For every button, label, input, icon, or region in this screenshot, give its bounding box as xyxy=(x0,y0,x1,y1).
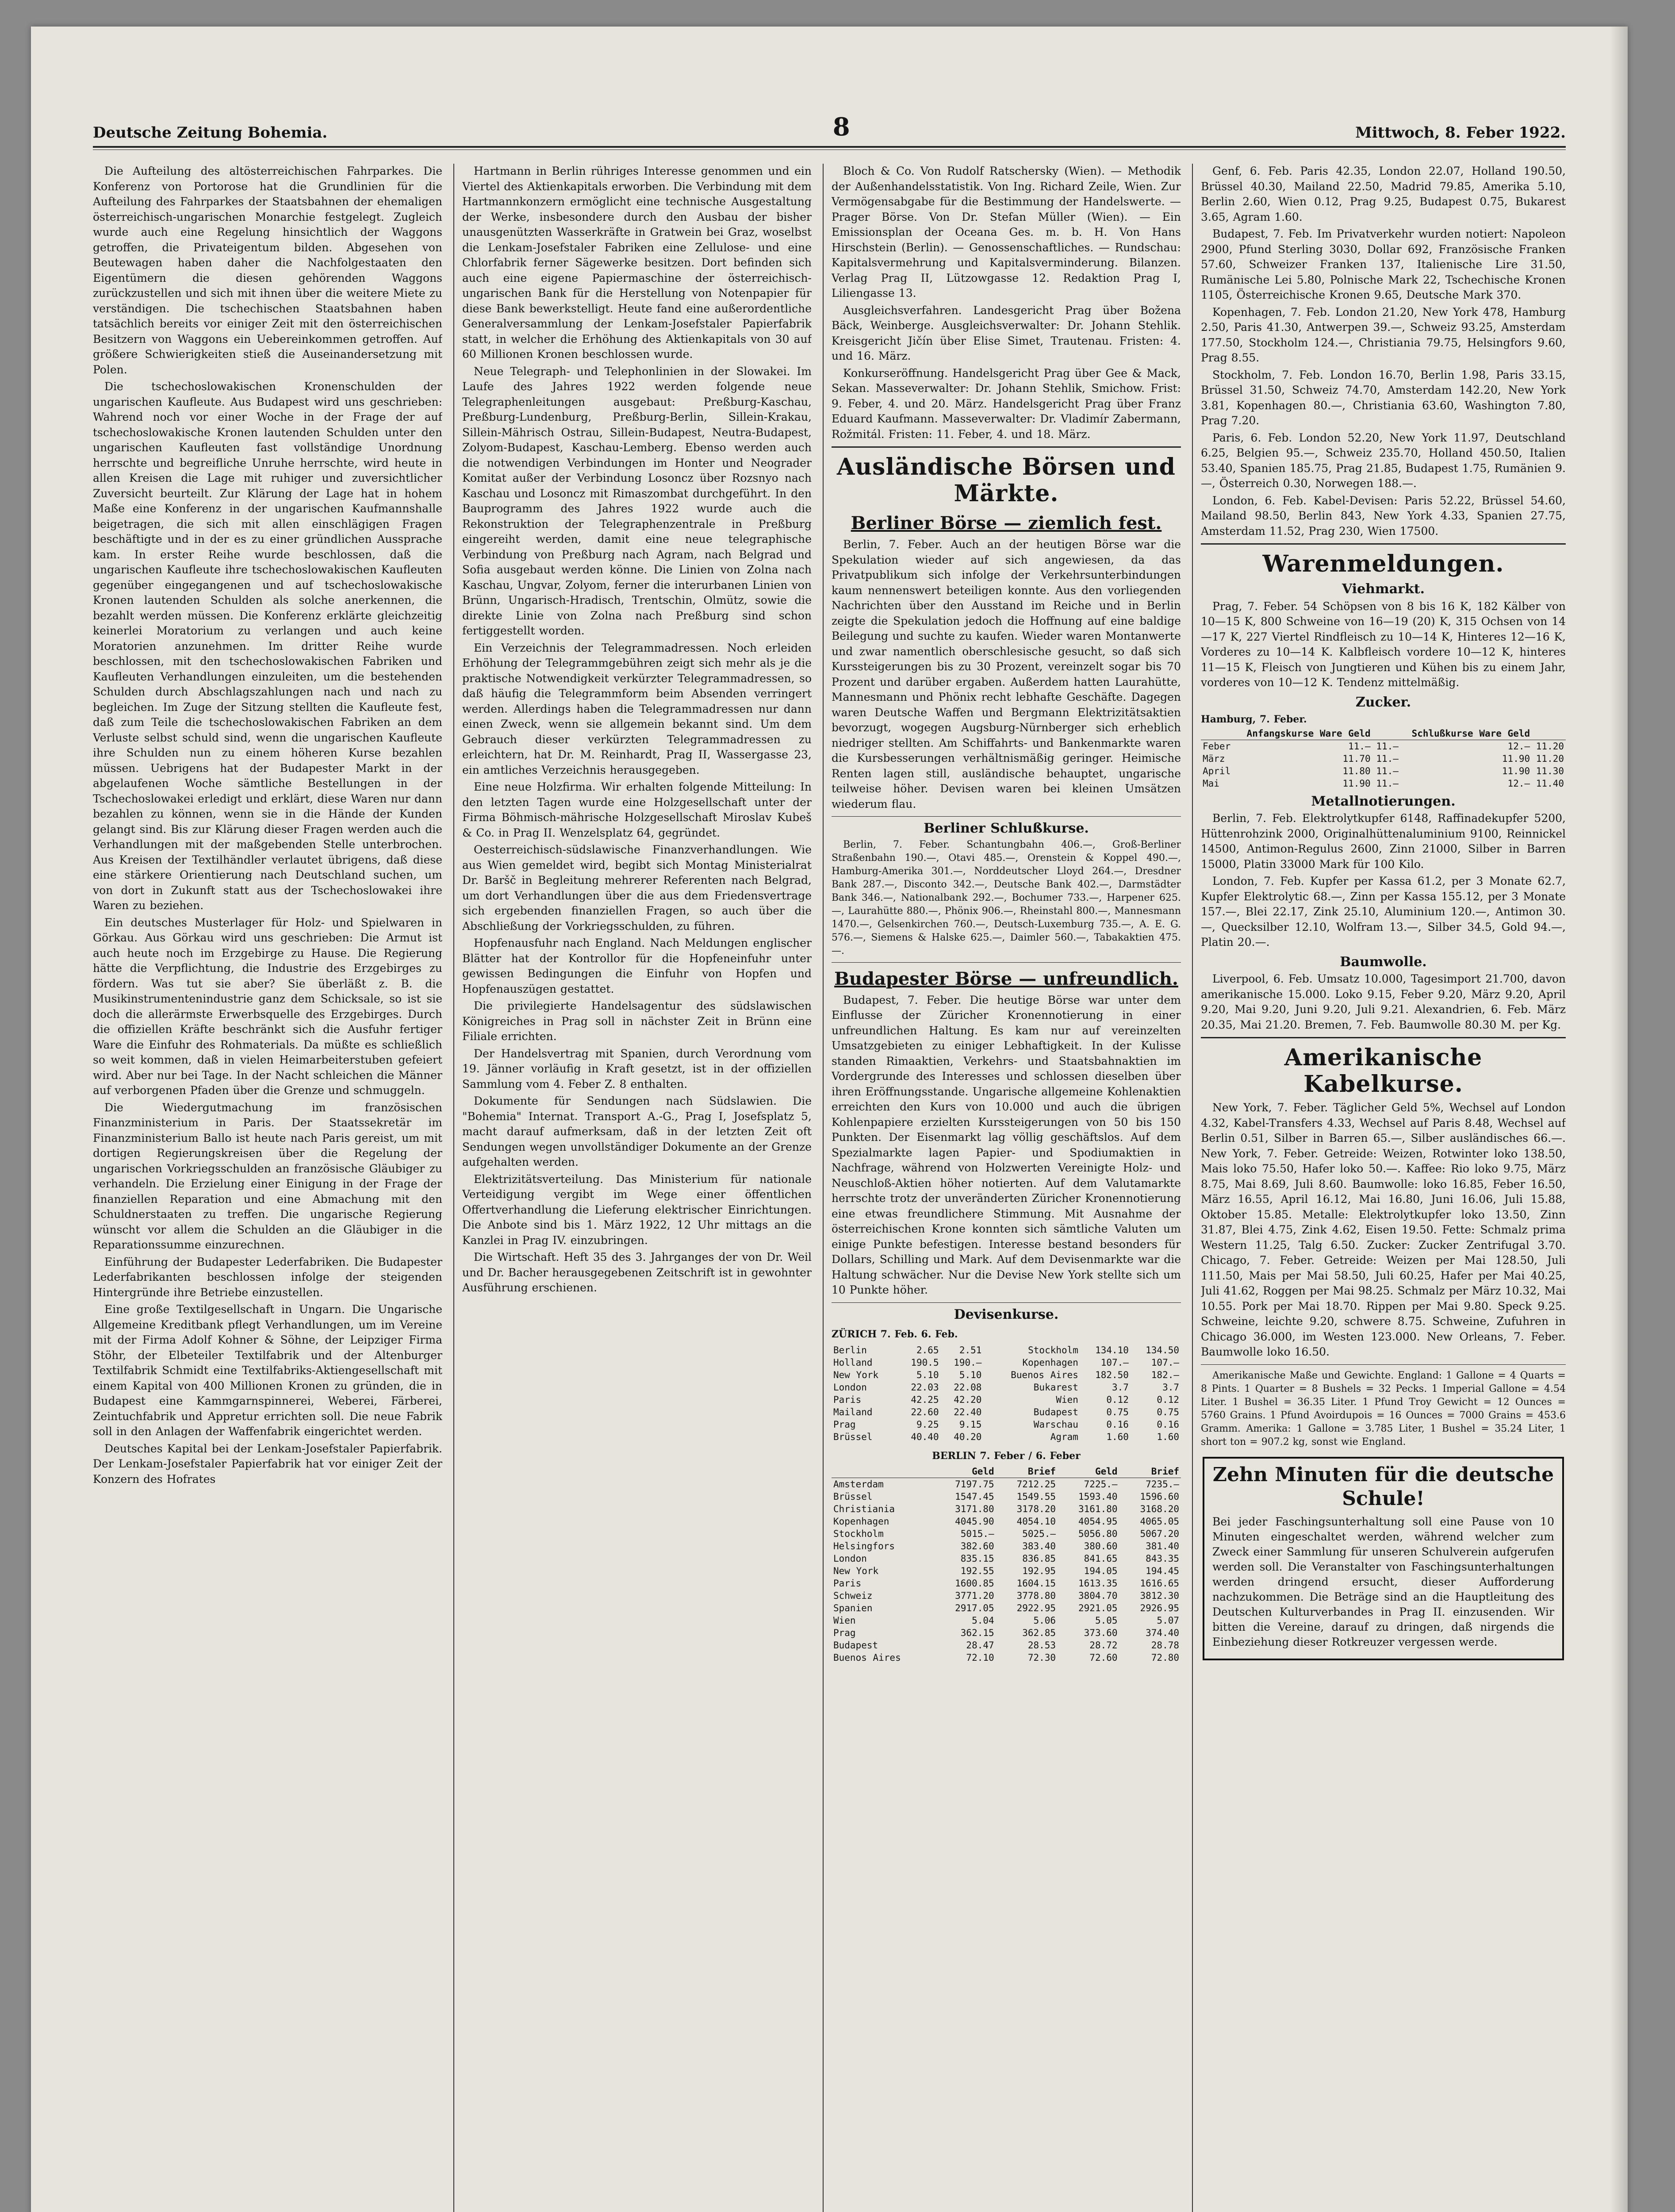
newspaper-page xyxy=(31,27,1628,2212)
table-cell: 835.15 xyxy=(960,1553,994,1564)
zucker-caption: Hamburg, 7. Feber. xyxy=(1201,714,1307,725)
school-appeal-box xyxy=(1203,1457,1564,1660)
table-cell: 11.— xyxy=(1376,753,1399,764)
article-paragraph: Stockholm, 7. Feb. London 16.70, Berlin 1.98, Paris 33.15, Brüssel 31.50, Schweiz 74.70, Amsterdam 142.20, New York 3.81, Kopenhagen 80.—, Christiania 63.60, Washington 7.80, Prag 7.20. xyxy=(1201,368,1566,427)
table-cell: Mai xyxy=(1203,778,1219,789)
table-row xyxy=(832,1614,1181,1627)
table-cell: 4054.10 xyxy=(1016,1516,1056,1527)
table-cell: 42.25 xyxy=(911,1394,939,1405)
section-rule xyxy=(832,816,1181,817)
table-cell: Prag xyxy=(833,1628,856,1638)
section-title-kabelkurse: Amerikanische Kabelkurse. xyxy=(1284,1044,1483,1098)
table-row xyxy=(832,1381,1181,1394)
zurich-table-caption: ZÜRICH 7. Feb. 6. Feb. xyxy=(832,1329,958,1340)
table-cell: 134.10 xyxy=(1095,1344,1129,1356)
section-rule xyxy=(1201,543,1566,545)
table-cell: 4045.90 xyxy=(955,1516,994,1527)
table-cell: 836.85 xyxy=(1022,1553,1056,1564)
masthead-paper-name: Deutsche Zeitung Bohemia. xyxy=(93,124,328,142)
article-paragraph: Hartmann in Berlin rühriges Interesse genommen und ein Viertel des Aktienkapitals erworben. Die Verbindung mit dem Hartmannkonzern ermöglicht eine technische Ausgestaltung der Werke, insbesondere durch den Ausbau der bisher unausgenützten Wasserkräfte in Gratwein bei Graz, woselbst die Lenkam-Josefstaler Fabriken eine Zellulose- und eine Chlorfabrik ferner Sägewerke besitzen. Dort befinden sich auch eine eigene Papiermaschine der österreichisch-ungarischen Bank für die Herstellung von Notenpapier für diese Bank bewerkstelligt. Heute fand eine außerordentliche Generalversammlung der Lenkam-Josefstaler Papierfabrik statt, in welcher die Erhöhung des Aktienkapitals von 30 auf 60 Millionen Kronen beschlossen wurde. xyxy=(462,165,812,361)
zucker-title: Zucker. xyxy=(1355,694,1411,710)
column-divider xyxy=(453,164,454,2212)
article-paragraph: Oesterreichisch-südslawische Finanzverhandlungen. Wie aus Wien gemeldet wird, begibt sich Montag Ministerialrat Dr. Baršč in Begleitung mehrerer Referenten nach Belgrad, um dort Verhandlungen über die aus dem Friedensvertrage sich ergebenden finanziellen Fragen, so auch über die Abschließung der Vorkriegsschulden, zu führen. xyxy=(462,843,812,933)
school-appeal-title: Zehn Minuten für die deutsche Schule! xyxy=(1212,1463,1554,1510)
table-row xyxy=(832,1565,1181,1577)
table-cell: London xyxy=(833,1382,867,1393)
table-row xyxy=(832,1356,1181,1369)
table-row xyxy=(832,1394,1181,1406)
berlin-table-caption: BERLIN 7. Feber / 6. Feber xyxy=(932,1450,1081,1462)
table-cell: Buenos Aires xyxy=(1011,1369,1078,1380)
article-paragraph: London, 6. Feb. Kabel-Devisen: Paris 52.22, Brüssel 54.60, Mailand 98.50, Berlin 843, New York 4.33, Spanien 27.75, Amsterdam 11.52, Prag 230, Wien 17500. xyxy=(1201,494,1566,538)
table-cell: 190.— xyxy=(954,1357,982,1368)
table-cell: 182.— xyxy=(1151,1369,1179,1380)
table-cell: Stockholm xyxy=(833,1528,884,1539)
article-paragraph: Dokumente für Sendungen nach Südslawien. Die "Bohemia" Internat. Transport A.-G., Prag I, Josefsplatz 5, macht darauf aufmerksam, daß in der letzten Zeit oft Sendungen wegen unvollständiger Dokumente an der Grenze aufgehalten werden. xyxy=(462,1094,812,1168)
table-cell: April xyxy=(1203,765,1231,776)
table-cell: 5056.80 xyxy=(1078,1528,1118,1539)
section-rule xyxy=(1201,1037,1566,1038)
table-cell: 72.80 xyxy=(1151,1652,1179,1663)
table-header-cell: Schlußkurse Ware Geld xyxy=(1400,727,1532,740)
article-paragraph: Einführung der Budapester Lederfabriken. Die Budapester Lederfabrikanten beschlossen infolge der steigenden Hintergründe ihre Betriebe einzustellen. xyxy=(93,1255,442,1299)
table-cell: 40.20 xyxy=(954,1431,982,1442)
table-header-cell xyxy=(1532,727,1566,740)
table-cell: 190.5 xyxy=(911,1357,939,1368)
masthead xyxy=(93,112,1566,142)
article-paragraph: Eine große Textilgesellschaft in Ungarn. Die Ungarische Allgemeine Kreditbank pflegt Verhandlungen, um im Vereine mit der Firma Adolf Kohner & Söhne, der Leipziger Firma Stöhr, der Elbeteiler Textilfabrik und der Altenburger Textilfabrik Schmidt eine Textilfabriks-Aktiengesellschaft mit einem Kapital von 400 Millionen Kronen zu gründen, die in Budapest eine Kammgarnspinnerei, Weberei, Färberei, Zeintuchfabrik und Appretur errichten soll. Die neue Fabrik soll in den Anlagen der Waffenfabrik eingerichtet werden. xyxy=(93,1303,442,1438)
table-cell: 5025.— xyxy=(1022,1528,1056,1539)
table-cell: 3168.20 xyxy=(1140,1504,1179,1514)
column-3 xyxy=(832,164,1181,2212)
article-paragraph: Neue Telegraph- und Telephonlinien in der Slowakei. Im Laufe des Jahres 1922 werden folgende neue Telegraphenleitungen ausgebaut: Preßburg-Kaschau, Preßburg-Lundenburg, Preßburg-Berlin, Sillein-Krakau, Sillein-Mährisch Ostrau, Sillein-Budapest, Neutra-Budapest, Zolyom-Budapest, Kaschau-Lemberg. Ebenso werden auch die notwendigen Verbindungen im Honter und Neograder Komitat außer der Verbindung Losoncz über Rozsnyo nach Kaschau und Losoncz mit Rimaszombat durchgeführt. In den Bauprogramm des Jahres 1922 wurde auch die Rekonstruktion der Telegraphenzentrale in Preßburg eingereiht werden, damit eine neue telegraphische Verbindung von Preßburg nach Agram, nach Belgrad und Sofia ausgebaut werden könne. Die Linien von Zolna nach Kaschau, Ungvar, Zolyom, ferner die interurbanen Linien von Brünn, Ungarisch-Hradisch, Trentschin, Olmütz, sowie die direkte Linie von Zolna nach Preßburg sind schon fertiggestellt worden. xyxy=(462,365,812,637)
table-cell: 1604.15 xyxy=(1016,1578,1056,1589)
table-cell: 107.— xyxy=(1100,1357,1129,1368)
table-row xyxy=(832,1540,1181,1552)
table-cell: 2921.05 xyxy=(1078,1603,1118,1613)
article-paragraph: Elektrizitätsverteilung. Das Ministerium für nationale Verteidigung vergibt im Wege einer öffentlichen Offertverhandlung die Lieferung elektrischer Einrichtungen. Die Anbote sind bis 1. März 1922, 12 Uhr mittags an die Kanzlei in Prag IV. einzubringen. xyxy=(462,1172,812,1247)
table-header-cell: Brief xyxy=(996,1465,1058,1478)
article-paragraph: Die tschechoslowakischen Kronenschulden der ungarischen Kaufleute. Aus Budapest wird uns geschrieben: Wahrend noch vor einer Woche in der Frage der auf tschechoslowakische Kronen lautenden Schulden unter den ungarischen Kaufleuten fast vollständige Unordnung herrschte und begreifliche Unruhe herrschte, wird heute in allen Kreisen die Lage mit ruhiger und zuversichtlicher Zuversicht beurteilt. Zur Klärung der Lage hat in hohem Maße eine Konferenz in der ungarischen Kaufmannshalle beigetragen, die sich mit allen einschlägigen Fragen beschäftigte und in der es zu einer gründlichen Aussprache kam. In erster Reihe wurde beschlossen, daß die ungarischen Kaufleute ihre tschechoslowakischen Kaufleuten gegenüber eingegangenen und auf tschechoslowakische Kronen lautenden Schulden als solche anerkennen, die bezahlt werden müssen. Die Konferenz erklärte gleichzeitig keinerlei Moratorium zu verlangen und auch keine Moratorien anzunehmen. Im dritter Reihe wurde beschlossen, mit den tschechoslowakischen Fabriken und Kaufleuten Verhandlungen einzuleiten, um die bestehenden Schulden durch Abschlagszahlungen nach und nach zu begleichen. Im Zuge der Sitzung stellten die Kaufleute fest, daß zum Teile die tschechoslowakischen Fabriken an dem Verluste selbst schuld sind, wenn die ungarischen Kaufleute ihre Schulden nun zu einem höheren Kurse bezahlen müssen. Uebrigens hat der Budapester Markt in der abgelaufenen Woche sämtliche Bestellungen in der Tschechoslowakei erledigt und erklärt, diese Waren nur dann bezahlen zu können, wenn sie in die Hände der Kunden gelangt sind. Bis zur Klärung dieser Fragen werden auch die Verhandlungen mit der maßgebenden Stelle unterbrochen. Aus Kreisen der Textilhändler verlautet übrigens, daß diese eine stärkere Orientierung nach Deutschland suchen, um von dort in Zukunft statt aus der Tschechoslowakei ihre Waren zu beziehen. xyxy=(93,380,442,912)
table-cell: 0.16 xyxy=(1157,1419,1179,1430)
table-cell: 11.— xyxy=(1376,765,1399,776)
table-cell: 383.40 xyxy=(1022,1541,1056,1551)
table-cell: 3812.30 xyxy=(1140,1590,1179,1601)
table-cell: Amsterdam xyxy=(833,1479,884,1490)
table-row xyxy=(832,1369,1181,1381)
article-paragraph: Berlin, 7. Feber. Auch an der heutigen Börse war die Spekulation wieder auf sich angewiesen, da das Privatpublikum sich infolge der Verkehrsunterbindungen kaum nennenswert beteiligen konnte. Aus den vorliegenden Nachrichten über den Ausstand im Reiche und in Berlin zeigte die Spekulation jedoch die Hoffnung auf eine baldige Beilegung und suchte zu kaufen. Wieder waren Montanwerte und zwar namentlich oberschlesische gesucht, so daß sich Kurssteigerungen bis zu 30 Prozent, vereinzelt sogar bis 70 Prozent und darüber ergaben. Außerdem hatten Laurahütte, Mannesmann und Phönix recht lebhafte Geschäfte. Dagegen waren Deutsche Waffen und Bergmann Elektrizitätsaktien bevorzugt, wogegen Augsburg-Nürnberger sich erheblich niedriger stellten. Am Schiffahrts- und Bankenmarkte waren die Kursbesserungen verhältnismäßig geringer. Heimische Renten lagen still, ausländische behauptet, ungarische teilweise höher. Devisen waren bei kleinen Umsätzen wiederum flau. xyxy=(832,538,1181,810)
section-title-foreign-markets: Ausländische Börsen und Märkte. xyxy=(837,453,1176,507)
table-row xyxy=(832,1602,1181,1614)
article-paragraph: Genf, 6. Feb. Paris 42.35, London 22.07, Holland 190.50, Brüssel 40.30, Mailand 22.50, Madrid 79.85, Amerika 5.10, Berlin 2.60, Wien 0.12, Prag 9.25, Budapest 0.75, Bukarest 3.65, Agram 1.60. xyxy=(1201,165,1566,223)
table-cell: 5.10 xyxy=(916,1369,939,1380)
table-row xyxy=(832,1552,1181,1565)
table-cell: 11.— xyxy=(1348,741,1371,752)
table-cell: Brüssel xyxy=(833,1431,873,1442)
table-cell: 3161.80 xyxy=(1078,1504,1118,1514)
article-paragraph: New York, 7. Feber. Täglicher Geld 5%, Wechsel auf London 4.32, Kabel-Transfers 4.33, Wechsel auf Paris 8.48, Wechsel auf Berlin 0.51, Silber in Barren 65.—, Silber ausländisches 66.—. New York, 7. Feber. Getreide: Weizen, Rotwinter loko 138.50, Mais loko 75.50, Hafer loko 50.—. Kaffee: Rio loko 9.75, März 8.75, Mai 8.69, Juli 8.60. Baumwolle: loko 16.85, Feber 16.50, März 16.55, April 16.12, Mai 16.80, Juni 16.06, Juli 15.88, Oktober 15.85. Metalle: Elektrolytkupfer loko 13.50, Zinn 31.87, Blei 4.75, Zink 4.62, Eisen 19.50. Fette: Schmalz prima Western 11.25, Talg 6.50. Zucker: Zucker Zentrifugal 3.70. Chicago, 7. Feber. Getreide: Weizen per Mai 128.50, Juli 111.50, Mais per Mai 58.50, Juli 60.25, Hafer per Mai 40.25, Juli 41.62, Roggen per Mai 98.25. Schmalz per März 10.32, Mai 10.55. Pork per Mai 18.70. Rippen per Mai 9.80. Speck 9.25. Schweine, leichte 9.20, schwere 8.75. Schweine, Zufuhren in Chicago 36.000, im Westen 123.000. New Orleans, 7. Feber. Baumwolle loko 16.50. xyxy=(1201,1101,1566,1358)
article-paragraph: Bloch & Co. Von Rudolf Ratschersky (Wien). — Methodik der Außenhandelsstatistik. Von Ing. Richard Zeile, Wien. Zur Vermögensabgabe für die Bestimmung der Handelswerte. — Prager Börse. Von Dr. Stefan Müller (Wien). — Ein Emissionsplan der Oceana Ges. m. b. H. Von Hans Hirschstein (Berlin). — Genossenschaftliches. — Rundschau: Kapitalsvermehrung und Kapitalsverminderung. Bilanzen. Verlag Prag II, Lützowgasse 12. Redaktion Prag I, Liliengasse 13. xyxy=(832,165,1181,300)
berlin-boerse-title: Berliner Börse — ziemlich fest. xyxy=(851,513,1162,534)
table-cell: 0.16 xyxy=(1106,1419,1129,1430)
article-paragraph: Liverpool, 6. Feb. Umsatz 10.000, Tagesimport 21.700, davon amerikanische 15.000. Loko 9.15, Feber 9.20, März 9.20, April 9.20, Mai 9.20, Juni 9.20, Juli 9.21. Alexandrien, 6. Feb. März 20.35, Mai 21.20. Bremen, 7. Feb. Baumwolle 80.30 M. per Kg. xyxy=(1201,972,1566,1031)
article-paragraph: Ein Verzeichnis der Telegrammadressen. Noch erleiden Erhöhung der Telegrammgebühren zeigt sich mehr als je die praktische Notwendigkeit verkürzter Telegrammadressen, so daß häufig die Telegrammform beim Absenden verringert werden. Allerdings haben die Telegrammadressen nur dann einen Zweck, wenn sie allgemein bekannt sind. Um dem Gebrauch dieser verkürzten Telegrammadressen zu erleichtern, hat Dr. M. Reinhardt, Prag II, Wassergasse 23, ein amtliches Verzeichnis herausgegeben. xyxy=(462,641,812,776)
table-cell: 72.30 xyxy=(1027,1652,1056,1663)
table-cell: 42.20 xyxy=(954,1394,982,1405)
table-header-row xyxy=(1201,727,1566,740)
article-paragraph: Eine neue Holzfirma. Wir erhalten folgende Mitteilung: In den letzten Tagen wurde eine Holzgesellschaft unter der Firma Böhmisch-mährische Holzgesellschaft Miroslav Kubeš & Co. in Prag II. Wenzelsplatz 64, gegründet. xyxy=(462,780,812,839)
article-paragraph: Hopfenausfuhr nach England. Nach Meldungen englischer Blätter hat der Kontrollor für die Hopfeneinfuhr unter gewissen Bedingungen die Einfuhr von Hopfen und Hopfenauszügen gestattet. xyxy=(462,937,812,995)
table-cell: 22.40 xyxy=(954,1406,982,1417)
table-cell: 2.65 xyxy=(916,1344,939,1356)
table-cell: Brüssel xyxy=(833,1491,873,1502)
table-cell: Wien xyxy=(1056,1394,1078,1405)
column-divider xyxy=(823,164,824,2212)
table-row xyxy=(832,1590,1181,1602)
article-paragraph: Die privilegierte Handelsagentur des südslawischen Königreiches in Prag soll in nächster Zeit in Brünn eine Filiale errichten. xyxy=(462,999,812,1043)
table-cell: 11.— xyxy=(1376,778,1399,789)
table-cell: 11.— xyxy=(1376,741,1399,752)
table-row xyxy=(832,1515,1181,1528)
table-cell: Budapest xyxy=(1033,1406,1078,1417)
table-cell: 11.20 xyxy=(1536,741,1564,752)
table-cell: 12.— xyxy=(1507,778,1530,789)
table-cell: 194.05 xyxy=(1084,1566,1118,1576)
viehmarkt-title: Viehmarkt. xyxy=(1342,581,1425,597)
table-cell: 11.40 xyxy=(1536,778,1564,789)
budapest-boerse-title: Budapester Börse — unfreundlich. xyxy=(834,968,1178,989)
table-cell: Kopenhagen xyxy=(1022,1357,1078,1368)
column-2 xyxy=(462,164,812,2212)
table-cell: 362.85 xyxy=(1022,1628,1056,1638)
page-edge-shadow xyxy=(1610,27,1628,2212)
article-paragraph: Berlin, 7. Feber. Schantungbahn 406.—, Groß-Berliner Straßenbahn 190.—, Otavi 485.—, Orenstein & Koppel 490.—, Hamburg-Amerika 301.—, Norddeutscher Lloyd 264.—, Dresdner Bank 287.—, Disconto 342.—, Deutsche Bank 402.—, Darmstädter Bank 346.—, Nationalbank 292.—, Bochumer 733.—, Harpener 625.—, Laurahütte 880.—, Phönix 906.—, Rheinstahl 800.—, Mannesmann 1470.—, Gelsenkirchen 760.—, Deutsch-Luxemburg 735.—, A. E. G. 576.—, Siemens & Halske 625.—, Daimler 560.—, Tabakaktien 475.—. xyxy=(832,839,1181,956)
table-cell: 72.60 xyxy=(1089,1652,1118,1663)
table-cell: London xyxy=(833,1553,867,1564)
table-cell: 1549.55 xyxy=(1016,1491,1056,1502)
berlin-schlusskurse-title: Berliner Schlußkurse. xyxy=(924,821,1089,836)
baumwolle-title: Baumwolle. xyxy=(1340,954,1427,970)
table-row xyxy=(832,1418,1181,1431)
table-cell: 0.75 xyxy=(1106,1406,1129,1417)
table-cell: Feber xyxy=(1203,741,1231,752)
table-header-cell: Anfangskurse Ware Geld xyxy=(1235,727,1372,740)
table-cell: März xyxy=(1203,753,1225,764)
table-cell: Mailand xyxy=(833,1406,873,1417)
article-paragraph: London, 7. Feb. Kupfer per Kassa 61.2, per 3 Monate 62.7, Kupfer Elektrolytic 68.—, Zinn per Kassa 155.12, per 3 Monate 157.—, Blei 22.17, Zink 25.10, Aluminium 120.—, Antimon 30.—, Quecksilber 12.10, Wolfram 13.—, Silber 34.5, Gold 94.—, Platin 20.—. xyxy=(1201,875,1566,949)
table-header-cell xyxy=(832,1465,934,1478)
table-cell: 373.60 xyxy=(1084,1628,1118,1638)
table-cell: 2922.95 xyxy=(1016,1603,1056,1613)
section-rule xyxy=(832,446,1181,448)
article-paragraph: Paris, 6. Feb. London 52.20, New York 11.97, Deutschland 6.25, Belgien 95.—, Schweiz 235.70, Holland 450.50, Italien 53.40, Spanien 185.75, Prag 21.85, Budapest 1.75, Rumänien 9.—, Österreich 0.30, Norwegen 188.—. xyxy=(1201,431,1566,490)
table-cell: 192.55 xyxy=(960,1566,994,1576)
article-paragraph: Prag, 7. Feber. 54 Schöpsen von 8 bis 16 K, 182 Kälber von 10—15 K, 800 Schweine von 16—19 (20) K, 315 Ochsen von 14—17 K, 227 Viertel Rindfleisch zu 10—14 K, Hinteres 12—16 K, Vorderes zu 10—14 K. Kalbfleisch vordere 10—12 K, hinteres 11—15 K, Fleisch von Jungtieren und Kühen bis zu einem Jahr, vorderes von 10—12 K. Tendenz mittelmäßig. xyxy=(1201,599,1566,689)
table-cell: 841.65 xyxy=(1084,1553,1118,1564)
section-rule xyxy=(832,962,1181,963)
table-row xyxy=(832,1627,1181,1639)
zucker-table xyxy=(1201,727,1566,790)
table-cell: 1600.85 xyxy=(955,1578,994,1589)
article-paragraph: Die Wirtschaft. Heft 35 des 3. Jahrganges der von Dr. Weil und Dr. Bacher herausgegebenen Zeitschrift ist in gewohnter Ausführung erschienen. xyxy=(462,1251,812,1294)
table-cell: 4054.95 xyxy=(1078,1516,1118,1527)
section-title-warenmeldungen: Warenmeldungen. xyxy=(1262,550,1504,577)
table-cell: Schweiz xyxy=(833,1590,873,1601)
article-paragraph: Ausgleichsverfahren. Landesgericht Prag über Božena Bäck, Weinberge. Ausgleichsverwalter: Dr. Johann Stehlik. Kreisgericht Jičín über Elise Simet, Trautenau. Fristen: 4. und 16. März. xyxy=(832,303,1181,362)
table-cell: Wien xyxy=(833,1615,856,1626)
table-cell: 5.06 xyxy=(1033,1615,1056,1626)
column-divider xyxy=(1192,164,1193,2212)
table-cell: 0.12 xyxy=(1106,1394,1129,1405)
section-rule xyxy=(1201,1364,1566,1365)
table-row xyxy=(832,1651,1181,1664)
article-paragraph: Budapest, 7. Feb. Im Privatverkehr wurden notiert: Napoleon 2900, Pfund Sterling 3030, Dollar 692, Französische Franken 57.60, Schweizer Franken 137, Italienische Lire 31.50, Rumänische Lei 5.80, Polnische Mark 22, Tschechische Kronen 1105, Österreichische Kronen 9.65, Deutsche Mark 370. xyxy=(1201,227,1566,301)
table-row xyxy=(832,1490,1181,1503)
table-cell: Bukarest xyxy=(1033,1382,1078,1393)
table-cell: Kopenhagen xyxy=(833,1516,889,1527)
table-cell: 4065.05 xyxy=(1140,1516,1179,1527)
table-cell: New York xyxy=(833,1566,879,1576)
school-appeal-text: Bei jeder Faschingsunterhaltung soll eine Pause von 10 Minuten eingeschaltet werden, während welcher zum Zweck einer Sammlung für unseren Schulverein aufgerufen werden soll. Die Veranstalter von Faschingsunterhaltungen werden dringend ersucht, dieser Aufforderung nachzukommen. Die Beträge sind an die Hauptleitung des Deutschen Kulturverbandes in Prag II. einzusenden. Wir bitten die Vereine, darauf zu dringen, daß nirgends die Einbeziehung dieser Rotkreuzer vergessen werde. xyxy=(1212,1515,1554,1648)
table-cell: 22.60 xyxy=(911,1406,939,1417)
article-paragraph: Kopenhagen, 7. Feb. London 21.20, New York 478, Hamburg 2.50, Paris 41.30, Antwerpen 39.—, Schweiz 93.25, Amsterdam 177.50, Stockholm 124.—, Christiania 79.75, Helsingfors 9.60, Prag 8.55. xyxy=(1201,305,1566,364)
table-cell: 5.10 xyxy=(959,1369,982,1380)
table-cell: 1.60 xyxy=(1106,1431,1129,1442)
berlin-rates-table xyxy=(832,1465,1181,1664)
table-cell: 5.07 xyxy=(1157,1615,1179,1626)
table-cell: 380.60 xyxy=(1084,1541,1118,1551)
table-row xyxy=(832,1344,1181,1356)
table-cell: 11.80 xyxy=(1342,765,1371,776)
table-row xyxy=(832,1528,1181,1540)
table-row xyxy=(832,1431,1181,1443)
table-cell: 22.08 xyxy=(954,1382,982,1393)
table-cell: 7197.75 xyxy=(955,1479,994,1490)
table-cell: 9.25 xyxy=(916,1419,939,1430)
table-cell: 28.47 xyxy=(966,1640,994,1651)
table-row xyxy=(1201,765,1566,777)
table-cell: Prag xyxy=(833,1419,856,1430)
table-cell: 7225.— xyxy=(1084,1479,1118,1490)
table-cell: 11.20 xyxy=(1536,753,1564,764)
table-cell: 22.03 xyxy=(911,1382,939,1393)
masthead-date: Mittwoch, 8. Feber 1922. xyxy=(1355,124,1566,142)
table-cell: 5015.— xyxy=(960,1528,994,1539)
table-cell: Paris xyxy=(833,1394,862,1405)
table-cell: 1547.45 xyxy=(955,1491,994,1502)
table-cell: Agram xyxy=(1050,1431,1078,1442)
table-cell: 3.7 xyxy=(1112,1382,1129,1393)
metall-title: Metallnotierungen. xyxy=(1311,793,1456,809)
table-cell: Christiania xyxy=(833,1504,895,1514)
table-cell: Helsingfors xyxy=(833,1541,895,1551)
table-cell: 2917.05 xyxy=(955,1603,994,1613)
table-cell: 7235.— xyxy=(1146,1479,1179,1490)
table-cell: 381.40 xyxy=(1146,1541,1179,1551)
table-cell: Holland xyxy=(833,1357,873,1368)
table-cell: 1616.65 xyxy=(1140,1578,1179,1589)
article-paragraph: Ein deutsches Musterlager für Holz- und Spielwaren in Görkau. Aus Görkau wird uns geschrieben: Die Armut ist auch heute noch im Erzgebirge zu Hause. Die Regierung hätte die Verpflichtung, die Industrie des Erzgebirges zu fördern. Was tut sie aber? Sie überläßt z. B. die Musikinstrumentenindustrie ganz dem Schicksale, so ist sie doch die allerärmste Erwerbsquelle des Erzgebirges. Durch die offiziellen Kräfte beschränkt sich die Ausfuhr fertiger Ware die Einfuhr des Rohmaterials. Da müßte es schließlich so weit kommen, daß in vielen Heimarbeiterstuben gefeiert wird. Aber nur bei Tage. In der Nacht schleichen die Männer auf verborgenen Pfaden über die Grenze und schmuggeln. xyxy=(93,916,442,1097)
table-cell: 362.15 xyxy=(960,1628,994,1638)
article-paragraph: Die Wiedergutmachung im französischen Finanzministerium in Paris. Der Staatssekretär im Finanzministerium Ballo ist heute nach Paris gereist, um mit dortigen Regierungskreisen über die Regelung der ungarischen Vorkriegsschulden an französische Gläubiger zu verhandeln. Die Erzielung einer Einigung in der Frage der finanziellen Reparation und eine Abmachung mit den Schuldnerstaaten zu treffen. Die ungarische Regierung wünscht vor allem die Schulden an die Gläubiger in die Reparationssumme einzurechnen. xyxy=(93,1101,442,1251)
table-cell: 107.— xyxy=(1151,1357,1179,1368)
table-row xyxy=(1201,777,1566,790)
table-cell: 40.40 xyxy=(911,1431,939,1442)
table-cell: 11.70 xyxy=(1342,753,1371,764)
table-cell: 3178.20 xyxy=(1016,1504,1056,1514)
table-cell: 1596.60 xyxy=(1140,1491,1179,1502)
column-1 xyxy=(93,164,442,2212)
table-header-cell xyxy=(1201,727,1235,740)
table-cell: Paris xyxy=(833,1578,862,1589)
table-row xyxy=(1201,753,1566,765)
table-cell: Buenos Aires xyxy=(833,1652,901,1663)
table-cell: 12.— xyxy=(1507,741,1530,752)
article-paragraph: Berlin, 7. Feb. Elektrolytkupfer 6148, Raffinadekupfer 5200, Hüttenrohzink 2000, Originalhüttenaluminium 9100, Reinnickel 14500, Antimon-Regulus 2600, Zinn 21000, Silber in Barren 15000, Platin 33000 Mark für 100 Kilo. xyxy=(1201,812,1566,871)
table-cell: 9.15 xyxy=(959,1419,982,1430)
table-cell: 1.60 xyxy=(1157,1431,1179,1442)
table-cell: 0.12 xyxy=(1157,1394,1179,1405)
column-4 xyxy=(1201,164,1566,2212)
table-row xyxy=(832,1639,1181,1651)
table-cell: 11.90 xyxy=(1342,778,1371,789)
table-cell: Stockholm xyxy=(1028,1344,1078,1356)
masthead-page-number: 8 xyxy=(832,112,850,142)
table-cell: 3778.80 xyxy=(1016,1590,1056,1601)
article-paragraph: Konkurseröffnung. Handelsgericht Prag über Gee & Mack, Sekan. Masseverwalter: Dr. Johann Stehlik, Smichow. Frist: 9. Feber, 4. und 20. März. Handelsgericht Prag über Franz Eduard Kaufmann. Masseverwalter: Dr. Vladimír Zabermann, Rožmitál. Fristen: 11. Feber, 4. und 18. März. xyxy=(832,366,1181,441)
table-cell: 182.50 xyxy=(1095,1369,1129,1380)
table-cell: 3771.20 xyxy=(955,1590,994,1601)
devisenkurse-title: Devisenkurse. xyxy=(954,1306,1059,1322)
table-header-cell xyxy=(1372,727,1400,740)
article-paragraph: Amerikanische Maße und Gewichte. England: 1 Gallone = 4 Quarts = 8 Pints. 1 Quarter = 8 Bushels = 32 Pecks. 1 Imperial Gallone = 4.54 Liter. 1 Bushel = 36.35 Liter. 1 Pfund Troy Gewicht = 12 Ounces = 5760 Grains. 1 Pfund Avoirdupois = 16 Ounces = 7000 Grains = 453.6 Gramm. Amerika: 1 Gallone = 3.785 Liter, 1 Bushel = 35.24 Liter, 1 short ton = 907.2 kg, sonst wie England. xyxy=(1201,1370,1566,1448)
table-cell: 1613.35 xyxy=(1078,1578,1118,1589)
table-cell: 134.50 xyxy=(1146,1344,1179,1356)
table-cell: 2926.95 xyxy=(1140,1603,1179,1613)
table-row xyxy=(832,1478,1181,1491)
table-row xyxy=(832,1406,1181,1418)
table-cell: Berlin xyxy=(833,1344,867,1356)
table-cell: 28.72 xyxy=(1089,1640,1118,1651)
table-cell: 7212.25 xyxy=(1016,1479,1056,1490)
table-cell: 3171.80 xyxy=(955,1504,994,1514)
section-rule xyxy=(832,1302,1181,1303)
table-header-cell: Geld xyxy=(1058,1465,1119,1478)
table-header-cell: Brief xyxy=(1119,1465,1181,1478)
table-cell: New York xyxy=(833,1369,879,1380)
article-paragraph: Die Aufteilung des altösterreichischen Fahrparkes. Die Konferenz von Portorose hat die Grundlinien für die Aufteilung des Fahrparkes der Staatsbahnen der ehemaligen österreichisch-ungarischen Monarchie festgelegt. Zugleich wurde auch eine Regelung hinsichtlich der Waggons getroffen, die Privateigentum bilden. Abgesehen von Beutewagen haben daher die Nachfolgestaaten den Eigentümern die diesen gehörenden Waggons zurückzustellen und sich mit ihnen über die weitere Miete zu verständigen. Die tschechischen Staatsbahnen haben tatsächlich bereits vor einiger Zeit mit den österreichischen Besitzern von Waggons ein Uebereinkommen getroffen. Auf größere Schwierigkeiten stieß die Auseinandersetzung mit Polen. xyxy=(93,165,442,376)
zurich-rates-table xyxy=(832,1344,1181,1443)
article-paragraph: Budapest, 7. Feber. Die heutige Börse war unter dem Einflusse der Züricher Kronennotierung in einer unfreundlichen Haltung. Es kam nur auf vereinzelten Umsatzgebieten zu einiger Lebhaftigkeit. In der Kulisse standen Rimaaktien, Verkehrs- und Staatsbahnaktien im Vordergrunde des Interesses und schlossen dieselben über ihren Eröffnungsstande. Ungarische allgemeine Kohlenaktien erreichten den Kurs von 10.000 und auch die übrigen Kohlenpapiere erzielten Kurssteigerungen von 50 bis 150 Punkten. Der Eisenmarkt lag völlig geschäftslos. Auf dem Spezialmarkte lagen Papier- und Spodiumaktien in Nachfrage, während von Holzwerten Vereinigte Holz- und Neuschloß-Aktien höher notierten. Auf dem Valutamarkte herrschte trotz der unveränderten Züricher Kronennotierung eine etwas freundlichere Stimmung. Mit Ausnahme der österreichischen Krone konnten sich sämtliche Valuten um einige Punkte befestigen. Interesse bestand besonders für Dollars, Schilling und Mark. Auf dem Devisenmarkte war die Haltung schwächer. Nur die Devise New York stellte sich um 10 Punkte höher. xyxy=(832,993,1181,1296)
table-cell: 3.7 xyxy=(1162,1382,1179,1393)
table-row xyxy=(832,1577,1181,1590)
table-cell: 1593.40 xyxy=(1078,1491,1118,1502)
table-cell: 3804.70 xyxy=(1078,1590,1118,1601)
table-row xyxy=(1201,740,1566,753)
table-cell: Spanien xyxy=(833,1603,873,1613)
table-row xyxy=(832,1503,1181,1515)
table-cell: 5.04 xyxy=(972,1615,994,1626)
table-cell: 11.30 xyxy=(1536,765,1564,776)
table-cell: 28.78 xyxy=(1151,1640,1179,1651)
masthead-rule xyxy=(93,146,1566,148)
table-cell: 194.45 xyxy=(1146,1566,1179,1576)
table-cell: 0.75 xyxy=(1157,1406,1179,1417)
article-paragraph: Der Handelsvertrag mit Spanien, durch Verordnung vom 19. Jänner vorläufig in Kraft gesetzt, ist in der offiziellen Sammlung vom 4. Feber Z. 8 enthalten. xyxy=(462,1047,812,1091)
table-header-cell: Geld xyxy=(934,1465,996,1478)
table-cell: 192.95 xyxy=(1022,1566,1056,1576)
table-cell: 843.35 xyxy=(1146,1553,1179,1564)
table-header-row xyxy=(832,1465,1181,1478)
table-cell: 5067.20 xyxy=(1140,1528,1179,1539)
article-paragraph: Deutsches Kapital bei der Lenkam-Josefstaler Papierfabrik. Der Lenkam-Josefstaler Papierfabrik hat vor einiger Zeit der Konzern des Hofrates xyxy=(93,1442,442,1486)
table-cell: 5.05 xyxy=(1095,1615,1118,1626)
table-cell: 374.40 xyxy=(1146,1628,1179,1638)
table-cell: 11.90 xyxy=(1502,753,1530,764)
table-cell: Budapest xyxy=(833,1640,878,1651)
table-cell: Warschau xyxy=(1033,1419,1078,1430)
table-cell: 2.51 xyxy=(959,1344,982,1356)
table-cell: 11.90 xyxy=(1502,765,1530,776)
table-cell: 72.10 xyxy=(966,1652,994,1663)
table-cell: 28.53 xyxy=(1027,1640,1056,1651)
table-cell: 382.60 xyxy=(960,1541,994,1551)
